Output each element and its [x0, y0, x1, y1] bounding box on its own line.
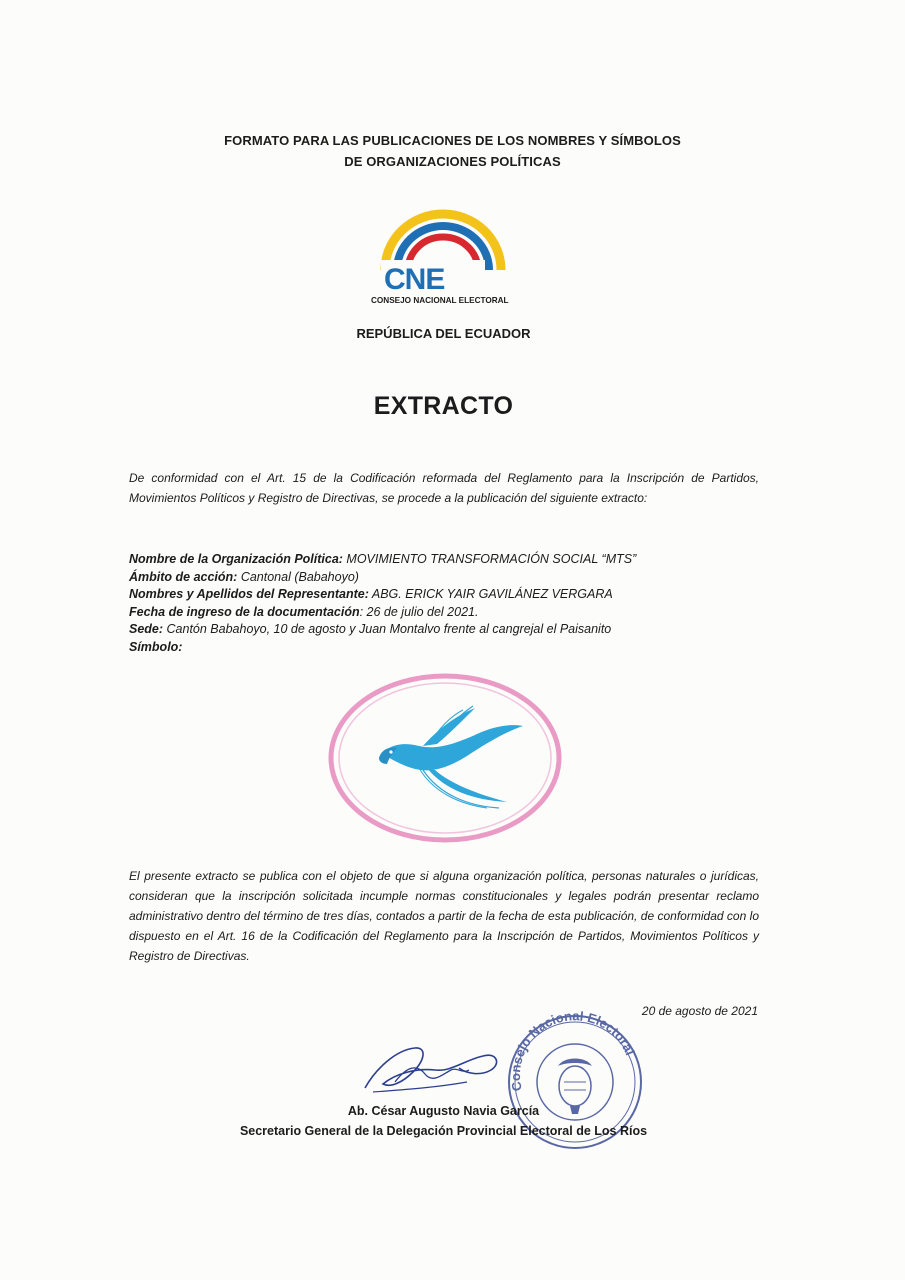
- closing-paragraph: El presente extracto se publica con el objeto de que si alguna organización política, personas naturales o jurídicas, consideran que la inscripción solicitada incumple normas constitucionales y legales podrán presentar reclamo administrativo dentro del término de tres días, contados a partir de la fecha de esta publicación, de conformidad con lo dispuesto en el Art. 16 de la Codificación del Reglamento para la Inscripción de Partidos, Movimientos Políticos y Registro de Directivas.: [129, 869, 759, 963]
- field-value: ABG. ERICK YAIR GAVILÁNEZ VERGARA: [368, 587, 613, 601]
- field-submission-date: [129, 604, 769, 622]
- field-headquarters: [129, 621, 769, 639]
- page-title: EXTRACTO: [373, 392, 514, 420]
- signer-position: Secretario General de la Delegación Provincial Electoral de Los Ríos: [239, 1124, 648, 1138]
- field-organization-name: [129, 551, 769, 569]
- republic-heading: REPÚBLICA DEL ECUADOR: [356, 326, 531, 341]
- intro-paragraph: De conformidad con el Art. 15 de la Codificación reformada del Reglamento para la Inscripción de Partidos, Movimientos Políticos y Registro de Directivas, se procede a la publicación del siguiente extracto:: [129, 471, 759, 505]
- field-label: Nombres y Apellidos del Representante:: [129, 587, 369, 601]
- header-line-1: FORMATO PARA LAS PUBLICACIONES DE LOS NOMBRES Y SÍMBOLOS: [224, 133, 681, 148]
- cne-acronym: CNE: [384, 263, 445, 296]
- field-representative: [129, 586, 769, 604]
- field-value: : 26 de julio del 2021.: [359, 604, 479, 619]
- swallow-icon: [379, 706, 523, 808]
- seal-text: Consejo Nacional Electoral: [507, 1010, 638, 1093]
- field-label: Fecha de ingreso de la documentación: [129, 604, 360, 619]
- document-header: [0, 130, 905, 172]
- field-value: Cantón Babahoyo, 10 de agosto y Juan Montalvo frente al cangrejal el Paisanito: [163, 622, 612, 636]
- organization-details: [129, 551, 769, 656]
- cne-subtitle: CONSEJO NACIONAL ELECTORAL: [371, 296, 509, 305]
- field-label: Sede:: [129, 622, 164, 636]
- publication-date: 20 de agosto de 2021: [641, 1004, 758, 1018]
- field-label: Nombre de la Organización Política:: [129, 552, 343, 566]
- header-line-2: DE ORGANIZACIONES POLÍTICAS: [344, 154, 561, 169]
- party-symbol: [327, 672, 563, 844]
- cne-logo: [363, 208, 523, 308]
- field-value: Cantonal (Babahoyo): [237, 569, 359, 584]
- field-value: MOVIMIENTO TRANSFORMACIÓN SOCIAL “MTS”: [342, 552, 637, 566]
- field-scope: [129, 569, 769, 587]
- handwritten-signature: [355, 1030, 505, 1100]
- field-label: Símbolo:: [129, 639, 183, 654]
- field-label: Ámbito de acción:: [129, 569, 238, 584]
- signer-block: [0, 1101, 887, 1141]
- signer-name: Ab. César Augusto Navia García: [347, 1104, 540, 1118]
- field-symbol: [129, 639, 769, 657]
